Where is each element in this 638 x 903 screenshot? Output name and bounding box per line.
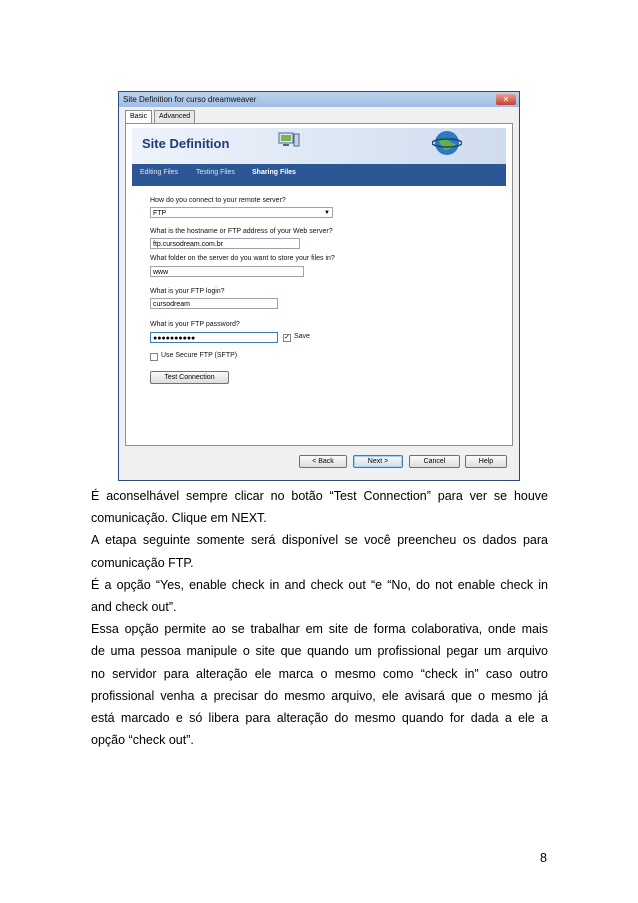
- computer-icon: [278, 132, 300, 148]
- text-line: de uma pessoa manipule o site que quando um profissional pegar um arquivo: [91, 644, 548, 659]
- text-line: É a opção “Yes, enable check in and check out “e “No, do not enable check in: [91, 577, 548, 592]
- folder-input[interactable]: www: [150, 266, 304, 277]
- basic-panel: [125, 123, 513, 446]
- dialog-title: Site Definition for curso dreamweaver: [123, 95, 257, 104]
- body-text: [91, 485, 548, 751]
- text-line: no servidor para alteração ele marca o mesmo como “check in” caso outro: [91, 666, 548, 681]
- cancel-button[interactable]: Cancel: [409, 455, 460, 468]
- close-icon[interactable]: ✕: [496, 94, 516, 105]
- page-number: 8: [540, 851, 547, 865]
- sftp-checkbox[interactable]: [150, 353, 158, 361]
- folder-label: What folder on the server do you want to store your files in?: [150, 255, 335, 262]
- password-input[interactable]: ●●●●●●●●●●: [150, 332, 278, 343]
- sftp-label: Use Secure FTP (SFTP): [161, 352, 238, 359]
- test-connection-button[interactable]: Test Connection: [150, 371, 229, 384]
- chevron-down-icon: ▼: [324, 210, 330, 216]
- tab-advanced[interactable]: Advanced: [154, 110, 195, 123]
- text-line: comunicação. Clique em NEXT.: [91, 511, 267, 526]
- dialog-titlebar: [119, 92, 519, 107]
- host-input[interactable]: ftp.cursodream.com.br: [150, 238, 300, 249]
- login-label: What is your FTP login?: [150, 288, 225, 295]
- login-input[interactable]: cursodream: [150, 298, 278, 309]
- text-line: opção “check out”.: [91, 733, 194, 748]
- text-line: está marcado e só libera para alteração do mesmo quando for dada a ele a: [91, 710, 548, 725]
- dialog-screenshot: [118, 91, 520, 481]
- text-line: profissional venha a precisar do mesmo arquivo, ele avisará que o mesmo já: [91, 688, 548, 703]
- text-line: A etapa seguinte somente será disponível se você preencheu os dados para: [91, 533, 548, 548]
- tab-basic[interactable]: Basic: [125, 110, 152, 124]
- next-button[interactable]: Next >: [353, 455, 403, 468]
- nav-testing-files[interactable]: Testing Files: [196, 169, 235, 176]
- connect-select[interactable]: [150, 207, 333, 218]
- wizard-nav: [132, 164, 506, 186]
- text-line: É aconselhável sempre clicar no botão “Test Connection” para ver se houve: [91, 489, 548, 503]
- text-line: and check out”.: [91, 599, 177, 614]
- save-label: Save: [294, 333, 310, 340]
- connect-select-value: FTP: [153, 210, 167, 217]
- banner-title: Site Definition: [142, 136, 230, 151]
- text-line: comunicação FTP.: [91, 555, 194, 570]
- text-line: Essa opção permite ao se trabalhar em site de forma colaborativa, onde mais: [91, 622, 548, 637]
- help-button[interactable]: Help: [465, 455, 507, 468]
- host-label: What is the hostname or FTP address of your Web server?: [150, 228, 333, 235]
- nav-editing-files[interactable]: Editing Files: [140, 169, 179, 176]
- nav-sharing-files[interactable]: Sharing Files: [252, 169, 296, 176]
- back-button[interactable]: < Back: [299, 455, 347, 468]
- password-label: What is your FTP password?: [150, 321, 240, 328]
- site-definition-banner: [132, 128, 506, 186]
- connect-label: How do you connect to your remote server?: [150, 197, 286, 204]
- globe-icon: [432, 128, 462, 158]
- save-checkbox[interactable]: ✓: [284, 334, 290, 341]
